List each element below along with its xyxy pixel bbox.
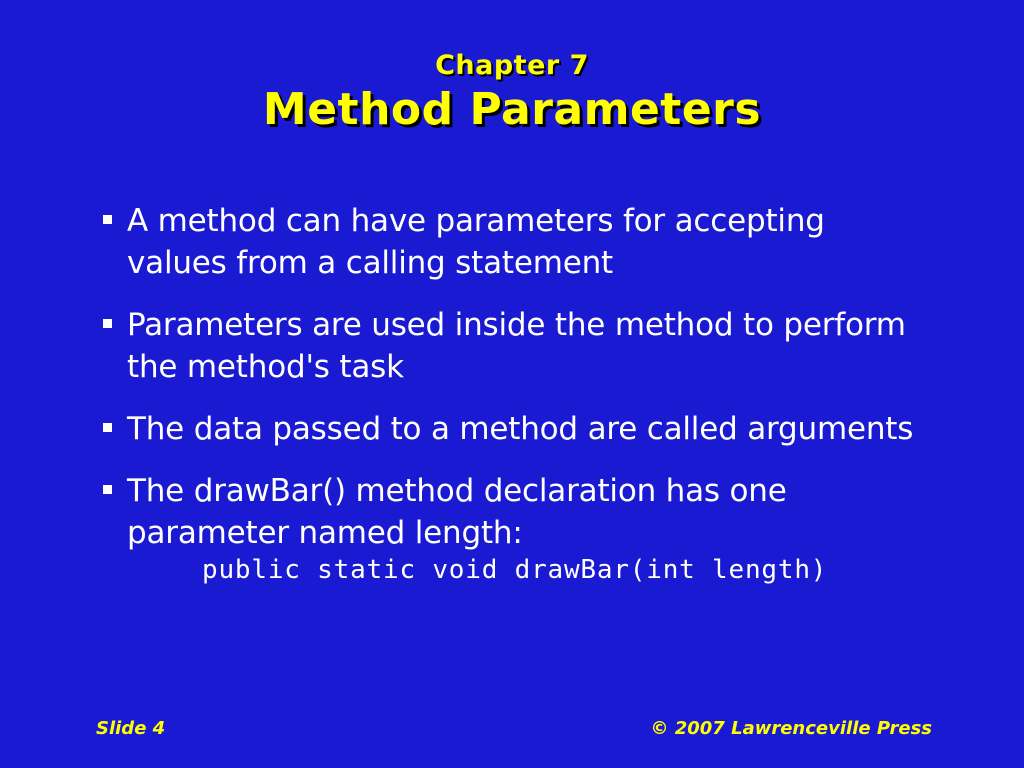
bullet-item [100,470,930,554]
slide-title: Method Parameters [262,84,762,135]
code-sample: public static void drawBar(int length) [202,555,828,585]
bullet-item [100,200,930,284]
bullet-item [100,408,930,450]
bullet-text: The data passed to a method are called arguments [127,411,914,447]
bullet-item [100,304,930,388]
bullet-list [100,200,930,574]
slide-number: Slide 4 [96,718,166,739]
bullet-text: A method can have parameters for accepting values from a calling statement [127,203,825,281]
chapter-heading: Chapter 7 [435,50,589,81]
square-bullet-icon [103,215,112,224]
square-bullet-icon [103,319,112,328]
square-bullet-icon [103,485,112,494]
square-bullet-icon [103,423,112,432]
bullet-text: Parameters are used inside the method to perform the method's task [127,307,906,385]
bullet-text: The drawBar() method declaration has one parameter named length: [127,473,787,551]
copyright-notice: © 2007 Lawrenceville Press [650,718,932,739]
